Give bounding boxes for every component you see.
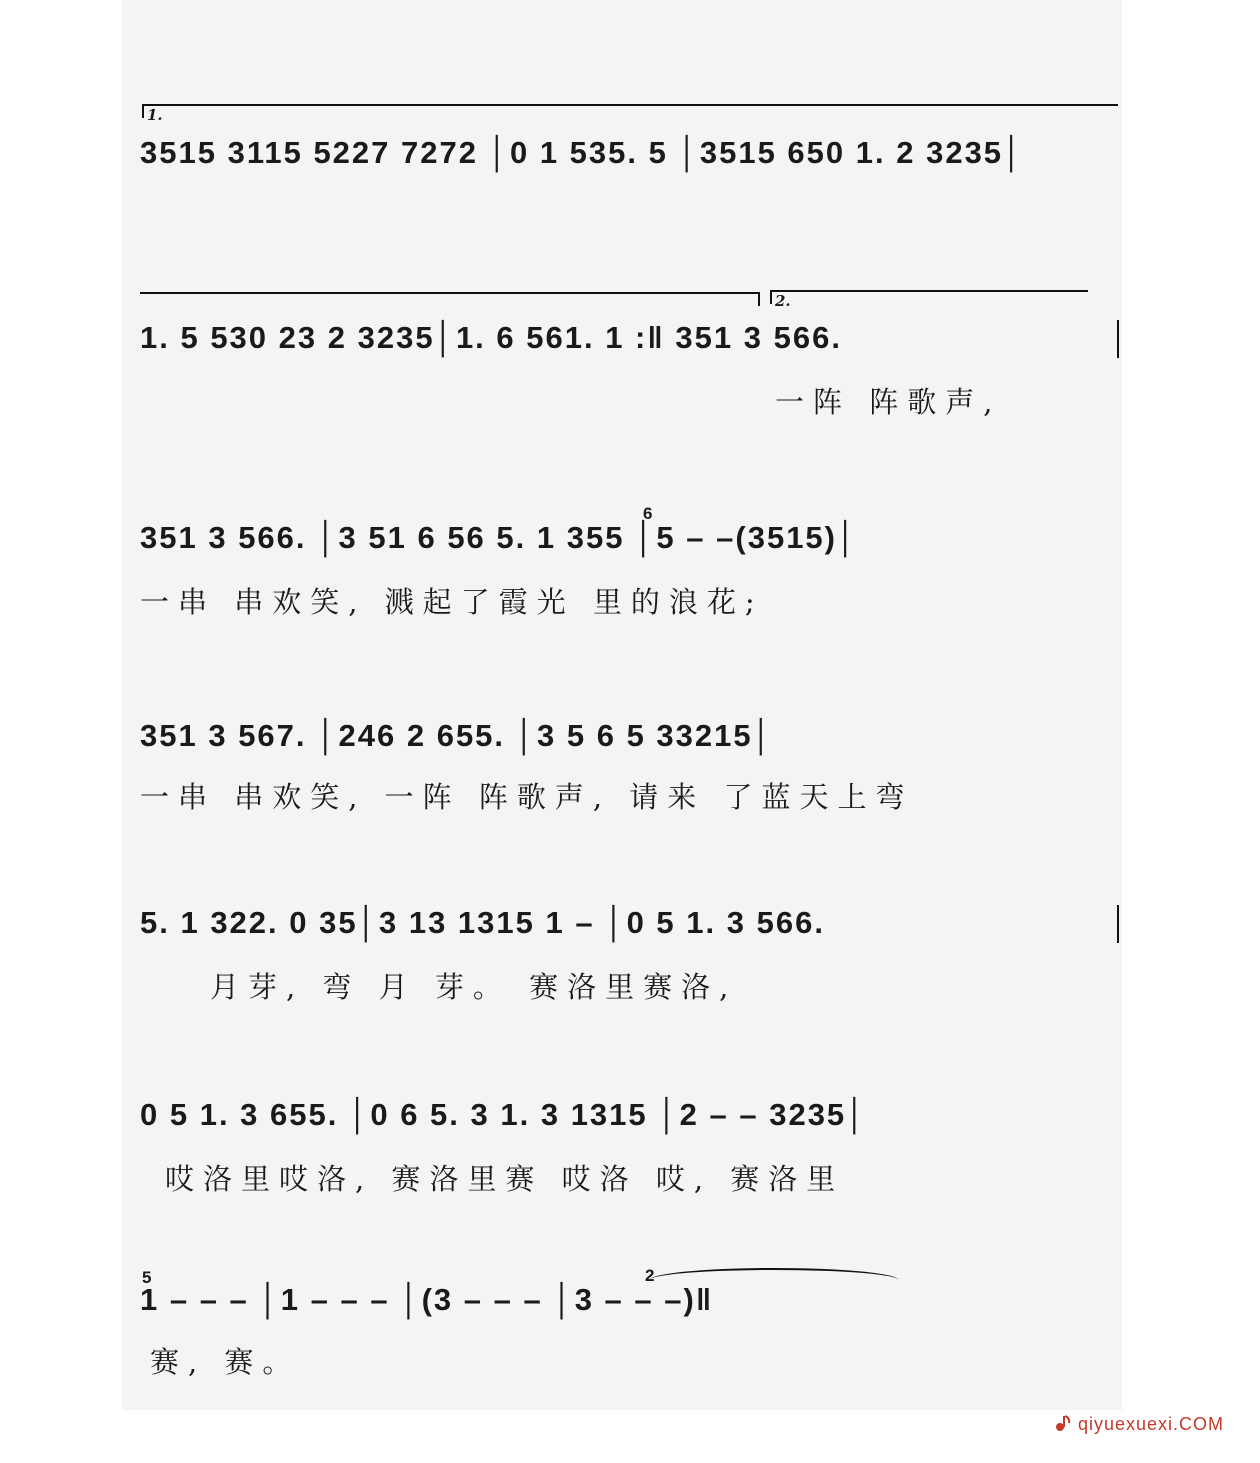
grace-note: 2 [645,1266,655,1285]
volta-hook-2 [770,290,772,304]
volta-label: 2. [775,292,791,310]
score-sheet [122,0,1122,1410]
volta-bracket [142,104,1118,106]
lyrics-line: 哎洛里哎洛, 赛洛里赛 哎洛 哎, 赛洛里 [165,1162,845,1196]
notation-line: 3515 3115 5227 7272 │0 1 535. 5 │3515 650 1. 2 3235│ [140,135,1025,170]
lyrics-line: 一串 串欢笑, 溅起了霞光 里的浪花; [140,585,764,619]
watermark-text: qiyuexuexi.COM [1077,1414,1224,1434]
volta-hook [142,104,144,118]
notation-line: 351 3 567. │246 2 655. │3 5 6 5 33215│ [140,718,775,753]
volta-bracket-2 [770,290,1088,292]
barline [1117,320,1119,358]
note-logo-icon [1054,1414,1072,1432]
volta-hook [758,292,760,306]
notation-line: 5. 1 322. 0 35│3 13 1315 1 – │0 5 1. 3 566. [140,905,825,940]
volta-label: 1. [147,106,163,124]
lyrics-line: 赛, 赛。 [150,1345,301,1379]
barline [1117,905,1119,943]
lyrics-line: 一阵 阵歌声, [775,385,1002,419]
notation-line: 351 3 566. │3 51 6 56 5. 1 355 │5 – –(3515)│ [140,520,859,555]
notation-line: 1. 5 530 23 2 3235│1. 6 561. 1 :‖ 351 3 566. [140,320,842,355]
notation-line: 0 5 1. 3 655. │0 6 5. 3 1. 3 1315 │2 – – 3235│ [140,1097,868,1132]
site-watermark [1054,1414,1224,1435]
grace-note: 5 [142,1268,152,1287]
notation-line: 1 – – – │1 – – – │(3 – – – │3 – – –)‖ [140,1282,714,1317]
lyrics-line: 一串 串欢笑, 一阵 阵歌声, 请来 了蓝天上弯 [140,780,914,814]
lyrics-line: 月芽, 弯 月 芽。 赛洛里赛洛, [210,970,738,1004]
volta-bracket [140,292,760,294]
grace-note: 6 [643,504,653,523]
